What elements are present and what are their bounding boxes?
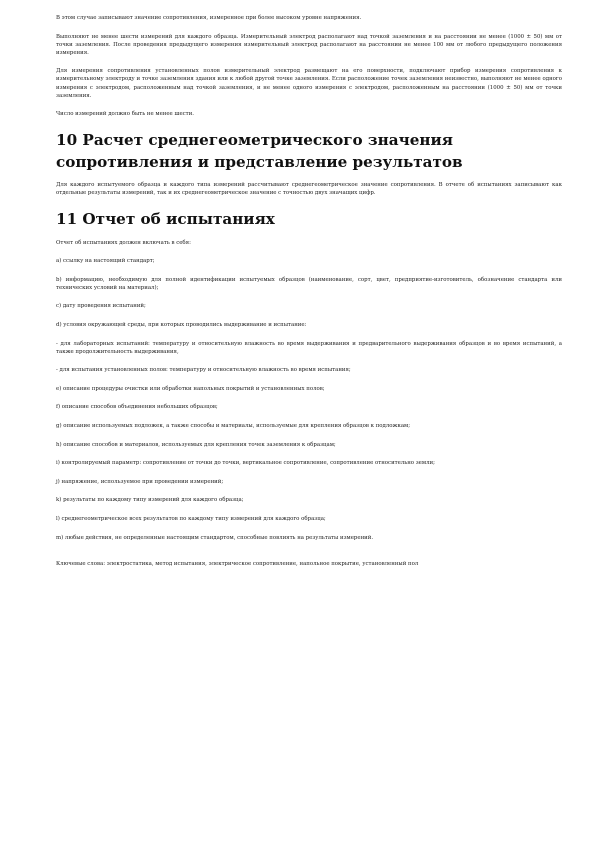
list-item: d) условия окружающей среды, при которых проводились выдерживание и испытание:	[56, 322, 307, 328]
list-item: i) контролируемый параметр: сопротивление от точки до точки, вертикальное сопротивление, сопротивление относительно земли;	[56, 460, 435, 467]
list-item: k) результаты по каждому типу измерений для каждого образца;	[56, 497, 244, 504]
list-item: l) среднегеометрическое всех результатов по каждому типу измерений для каждого образца;	[56, 516, 326, 523]
paragraph: Выполняют не менее шести измерений для каждого образца. Измерительный электрод располагают над точкой заземления и на расстоянии не менее (1000 ± 50) мм от точки заземления. После проведения предыдущего измерения измерительный электрод располагают на расстоянии не менее 100 мм от любого предыдущего положения измерения.	[56, 33, 562, 56]
list-item: h) описание способов и материалов, используемых для крепления точек заземления к образцам;	[56, 441, 336, 448]
list-item: a) ссылку на настоящий стандарт;	[56, 258, 155, 265]
list-item: b) информацию, необходимую для полной идентификации испытуемых образцов (наименование, сорт, цвет, предприятие-изготовитель, обозначение стандарта или технических условий на материал);	[56, 276, 562, 291]
paragraph: Для каждого испытуемого образца и каждого типа измерений рассчитывают среднегеометрическое значение сопротивления. В отчете об испытаниях записывают как отдельные результаты измерений, так и их среднегеометрическое значение с точностью двух значащих цифр.	[56, 181, 562, 196]
paragraph: Для измерения сопротивления установленных полов измерительный электрод размещают на его поверхности, подключают прибор измерения сопротивления к измерительному электроду и точке заземления здания или к любой другой точке заземления. Если расположение точек заземления неизвестно, выполняют не менее одного измерения с электродом, расположенным над точкой заземления, и не менее одного измерения с электродом, расположенным на расстоянии (1000 ± 50) мм от точки заземления.	[56, 68, 562, 99]
list-item: j) напряжение, используемое при проведении измерений;	[56, 478, 224, 485]
section-10-heading: 10 Расчет среднегеометрического значения сопротивления и представление результатов	[56, 130, 463, 171]
paragraph: Отчет об испытаниях должен включать в себя:	[56, 239, 191, 246]
keywords: Ключевые слова: электростатика, метод испытания, электрическое сопротивление, напольное покрытие, установленный пол	[56, 560, 419, 567]
section-11-heading: 11 Отчет об испытаниях	[56, 209, 275, 228]
paragraph: Число измерений должно быть не менее шести.	[56, 111, 194, 118]
list-item: - для лабораторных испытаний: температуру и относительную влажность во время выдерживания и предварительного выдерживания образцов и во время испытаний, а также продолжительность выдерживания,	[56, 340, 562, 355]
list-item: - для испытания установленных полов: температуру и относительную влажность во время испытания;	[56, 367, 351, 374]
document-page	[56, 14, 562, 578]
list-item: e) описание процедуры очистки или обработки напольных покрытий и установленных полов;	[56, 385, 325, 392]
list-item: f) описание способов объединения небольших образцов;	[56, 404, 218, 411]
list-item: m) любые действия, не определенные настоящим стандартом, способные повлиять на результаты измерений.	[56, 534, 374, 541]
paragraph: В этом случае записывают значение сопротивления, измеренное при более высоком уровне напряжения.	[56, 15, 362, 21]
list-item: c) дату проведения испытаний;	[56, 303, 146, 310]
list-item: g) описание используемых подложек, а также способы и материалы, используемые для крепления образцов к подложкам;	[56, 423, 411, 430]
